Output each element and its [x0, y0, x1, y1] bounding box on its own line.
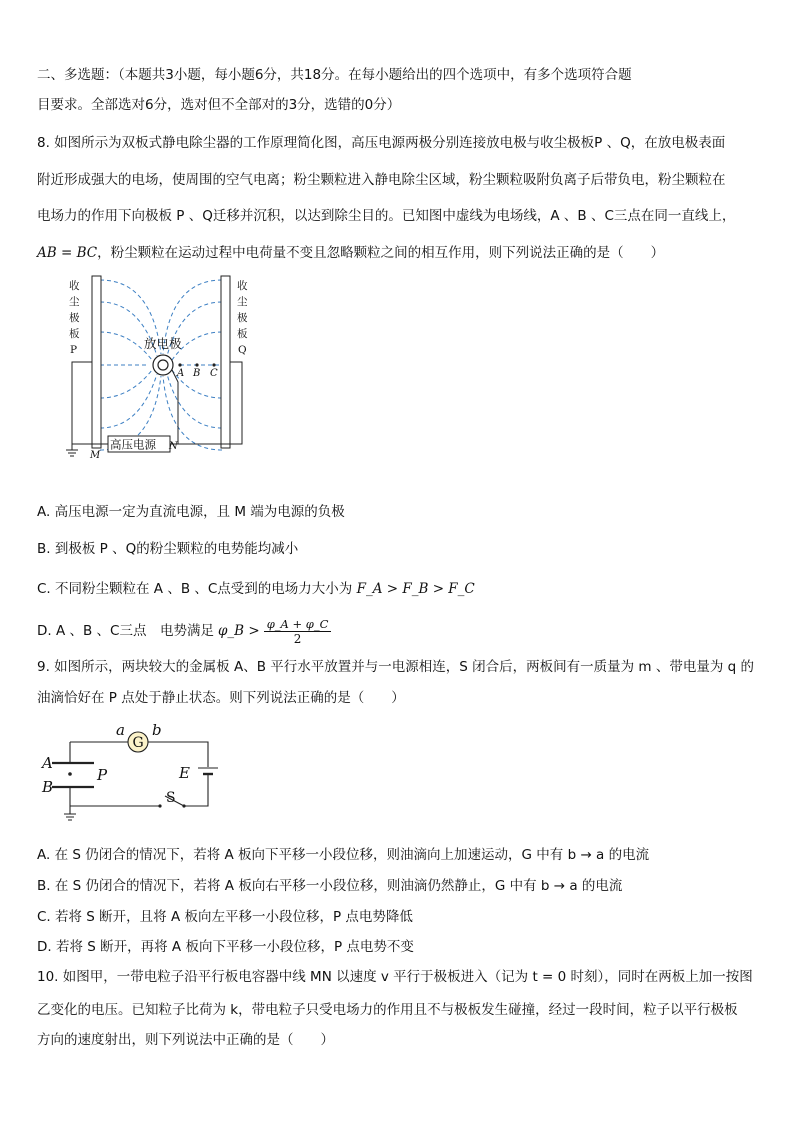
q8-stem-abc: A 、B 、C三点在同一直线上， [550, 208, 736, 224]
plate-q-label-char: 尘 [237, 296, 248, 308]
q8-option-b[interactable]: B. 到极板 P 、Q的粉尘颗粒的电势能均减小 [37, 541, 299, 557]
switch-label: S [166, 790, 176, 806]
q9-option-b[interactable]: B. 在 S 仍闭合的情况下，若将 A 板向右平移一小段位移，则油滴仍然静止，G 中有 b → a 的电流 [37, 878, 623, 894]
q8-precipitator-figure [60, 272, 290, 472]
plate-b-label: B [42, 778, 54, 796]
q10-stem-line2: 乙变化的电压。已知粒子比荷为 k，带电粒子只受电场力的作用且不与极板发生碰撞，经过一段时间，粒子以平行极板 [37, 1002, 738, 1018]
q8-option-c-formula: F_A > F_B > F_C [356, 581, 475, 597]
q8-option-d[interactable] [37, 614, 331, 648]
plate-p-label-char: 板 [69, 328, 80, 340]
plate-p-label-char: 收 [69, 280, 80, 292]
plate-p-label-char: P [70, 344, 78, 356]
point-b-label: B [193, 368, 201, 379]
q8-option-a[interactable]: A. 高压电源一定为直流电源，且 M 端为电源的负极 [37, 504, 345, 520]
q10-stem-line3: 方向的速度射出，则下列说法中正确的是（ ） [37, 1032, 334, 1048]
plate-q-label-char: 收 [237, 280, 248, 292]
plate-a-label: A [42, 754, 53, 772]
q8-stem-line4 [37, 244, 664, 262]
collector-plate-p [92, 276, 101, 448]
fraction-denominator: 2 [293, 631, 302, 646]
q8-stem-line1 [37, 134, 725, 152]
supply-label: 高压电源 [110, 437, 156, 452]
oil-drop [68, 772, 72, 776]
plate-q-label-char: Q [238, 344, 247, 356]
plate-q-label-char: 极 [237, 312, 248, 324]
q10-stem-line1: 10. 如图甲，一带电粒子沿平行板电容器中线 MN 以速度 v 平行于极板进入（记为 t = 0 时刻），同时在两板上加一按图 [37, 969, 753, 985]
q8-stem-line2: 附近形成强大的电场，使周围的空气电离；粉尘颗粒进入静电除尘区域，粉尘颗粒吸附负离子后带负电，粉尘颗粒在 [37, 172, 726, 188]
collector-plate-q [221, 276, 230, 448]
terminal-b-label: b [152, 722, 162, 739]
plate-q-label-char: 板 [237, 328, 248, 340]
q9-option-d[interactable]: D. 若将 S 断开，再将 A 板向下平移一小段位移，P 点电势不变 [37, 939, 414, 955]
q8-stem-pq: P 、Q，在放电极表面 [594, 135, 726, 151]
galvanometer-label: G [132, 735, 144, 751]
emf-label: E [179, 764, 190, 782]
q8-option-d-text: D. A 、B 、C三点 电势满足 [37, 623, 214, 639]
fraction-numerator: φ_A + φ_C [264, 617, 332, 632]
point-p-label: P [97, 766, 108, 784]
terminal-m-label: M [90, 450, 101, 461]
plate-p-label [69, 279, 80, 356]
point-a-label: A [177, 368, 185, 379]
q9-stem-line1: 9. 如图所示，两块较大的金属板 A、B 平行水平放置并与一电源相连，S 闭合后，两板间有一质量为 m 、带电量为 q 的 [37, 659, 754, 675]
section-heading-line1: 二、多选题：（本题共3小题，每小题6分，共18分。在每小题给出的四个选项中，有多个选项符合题 [37, 67, 632, 83]
q9-option-a[interactable]: A. 在 S 仍闭合的情况下，若将 A 板向下平移一小段位移，则油滴向上加速运动，G 中有 b → a 的电流 [37, 847, 650, 863]
q8-stem-line4-text: ，粉尘颗粒在运动过程中电荷量不变且忽略颗粒之间的相互作用，则下列说法正确的是（ ） [97, 245, 665, 261]
q8-option-d-lhs: φ_B > [217, 623, 260, 639]
section-heading-line2: 目要求。全部选对6分，选对但不全部对的3分，选错的0分） [37, 97, 401, 113]
q8-option-d-fraction [264, 617, 332, 646]
q8-option-c[interactable] [37, 580, 475, 598]
terminal-a-label: a [116, 722, 125, 739]
q8-stem-line3-text: 电场力的作用下向极板 P 、Q迁移并沉积，以达到除尘目的。已知图中虚线为电场线， [37, 208, 551, 224]
terminal-n-label: N [169, 441, 178, 452]
plate-p-label-char: 尘 [69, 296, 80, 308]
q8-stem-line3 [37, 207, 735, 225]
plate-q-label [237, 279, 248, 356]
point-c-label: C [210, 368, 218, 379]
q9-circuit-figure [38, 722, 228, 830]
q8-option-c-text: C. 不同粉尘颗粒在 A 、B 、C点受到的电场力大小为 [37, 581, 353, 597]
electrode-label: 放电极 [144, 336, 182, 351]
q9-option-c[interactable]: C. 若将 S 断开，且将 A 板向左平移一小段位移，P 点电势降低 [37, 909, 413, 925]
q9-stem-line2: 油滴恰好在 P 点处于静止状态。则下列说法正确的是（ ） [37, 690, 405, 706]
q8-stem-text: 8. 如图所示为双板式静电除尘器的工作原理简化图，高压电源两极分别连接放电极与收尘极板 [37, 135, 595, 151]
q8-ab-eq-bc: AB = BC [37, 245, 98, 261]
plate-p-label-char: 极 [69, 312, 80, 324]
